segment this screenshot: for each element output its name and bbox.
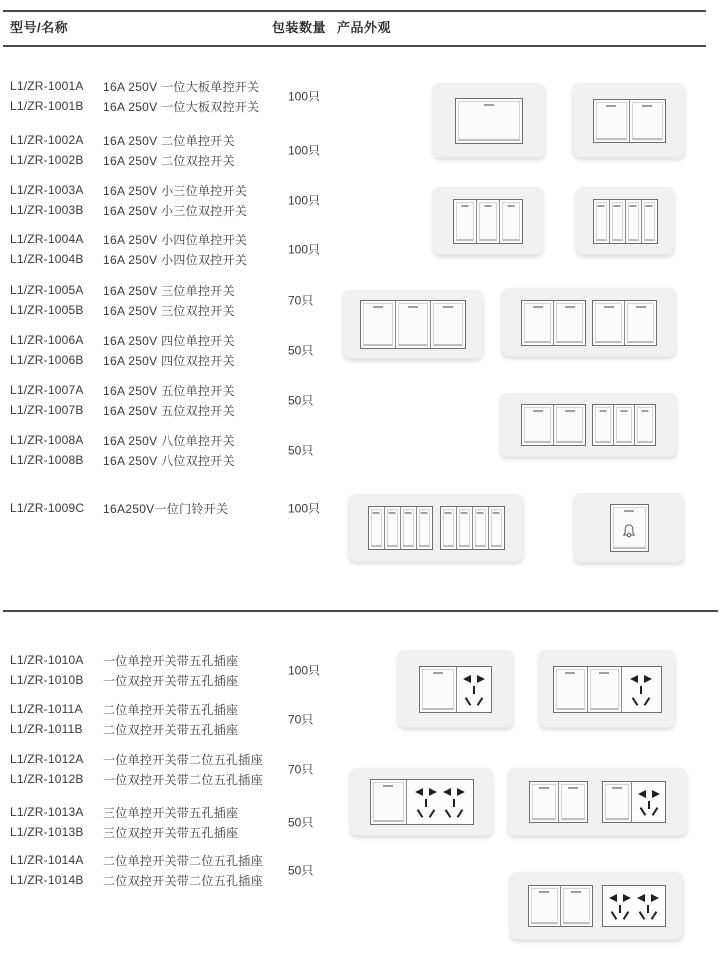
- product-image-2-gang-switch: [573, 83, 685, 158]
- switch-rocker: [499, 200, 522, 243]
- desc-cell: 16A 250V 小四位双控开关: [103, 252, 248, 267]
- switch-rocker: [384, 507, 400, 549]
- switch-rocker: [625, 200, 641, 243]
- desc-cell: 16A 250V 一位大板双控开关: [103, 99, 260, 114]
- desc-cell: 16A 250V 四位双控开关: [103, 353, 235, 368]
- switch-rocker: [641, 200, 657, 243]
- socket-holes: [460, 667, 488, 712]
- switch-rocker: [624, 301, 656, 345]
- table-row: [10, 498, 370, 518]
- product-image-small-4-gang-switch: [576, 187, 674, 255]
- qty-cell: 100只: [288, 663, 321, 678]
- socket-holes: [627, 667, 655, 712]
- model-cell: L1/ZR-1005B: [10, 303, 84, 317]
- model-cell: L1/ZR-1007B: [10, 403, 84, 417]
- qty-cell: 50只: [288, 815, 314, 830]
- product-image-4-gang-switch: [502, 288, 676, 357]
- qty-cell: 100只: [288, 193, 321, 208]
- model-cell: L1/ZR-1010B: [10, 673, 84, 687]
- switch-rocker: [456, 99, 522, 143]
- column-header-model: 型号/名称: [10, 20, 69, 35]
- desc-cell: 三位单控开关带五孔插座: [103, 805, 239, 820]
- switch-rocker: [369, 507, 384, 549]
- socket-holes: [412, 780, 440, 824]
- switch-rocker: [456, 507, 472, 549]
- desc-cell: 16A 250V 二位双控开关: [103, 153, 235, 168]
- table-row: [10, 280, 370, 320]
- switch-rocker: [420, 667, 456, 712]
- desc-cell: 16A 250V 八位单控开关: [103, 433, 235, 448]
- 5-hole-socket: [621, 667, 661, 712]
- model-cell: L1/ZR-1007A: [10, 383, 84, 397]
- desc-cell: 16A 250V 二位单控开关: [103, 133, 235, 148]
- model-cell: L1/ZR-1002A: [10, 133, 84, 147]
- desc-cell: 三位双控开关带五孔插座: [103, 825, 239, 840]
- product-image-2-switch-double-5hole-socket: [510, 872, 683, 940]
- switch-rocker: [613, 405, 634, 445]
- model-cell: L1/ZR-1014B: [10, 873, 84, 887]
- qty-cell: 100只: [288, 242, 321, 257]
- model-cell: L1/ZR-1013B: [10, 825, 84, 839]
- table-row: [10, 650, 370, 690]
- desc-cell: 16A 250V 小三位双控开关: [103, 203, 248, 218]
- switch-rocker: [634, 405, 655, 445]
- model-cell: L1/ZR-1002B: [10, 153, 84, 167]
- switch-rocker: [554, 667, 587, 712]
- model-cell: L1/ZR-1011A: [10, 702, 83, 716]
- qty-cell: 50只: [288, 443, 314, 458]
- model-cell: L1/ZR-1003B: [10, 203, 84, 217]
- desc-cell: 16A 250V 五位双控开关: [103, 403, 235, 418]
- switch-rocker: [488, 507, 504, 549]
- 5-hole-socket: [456, 667, 491, 712]
- switch-rocker: [558, 782, 587, 822]
- switch-rocker: [593, 405, 613, 445]
- model-cell: L1/ZR-1013A: [10, 805, 84, 819]
- socket-holes: [440, 780, 468, 824]
- socket-holes: [634, 886, 662, 926]
- product-image-1-gang-big-switch: [433, 83, 545, 158]
- table-row: [10, 430, 370, 470]
- product-image-2-switch-5hole-socket: [539, 650, 675, 728]
- table-row: [10, 699, 370, 739]
- product-image-1-switch-5hole-socket: [398, 650, 513, 728]
- product-image-5-gang-switch: [500, 393, 677, 457]
- model-cell: L1/ZR-1006B: [10, 353, 84, 367]
- switch-rocker: [441, 507, 456, 549]
- table-row: [10, 76, 370, 116]
- model-cell: L1/ZR-1006A: [10, 333, 84, 347]
- column-header-qty: 包装数量: [272, 20, 327, 35]
- switch-rocker: [530, 782, 558, 822]
- model-cell: L1/ZR-1001B: [10, 99, 84, 113]
- switch-rocker: [629, 100, 665, 142]
- table-row: [10, 180, 370, 220]
- qty-cell: 100只: [288, 89, 321, 104]
- switch-rocker: [416, 507, 432, 549]
- desc-cell: 一位单控开关带五孔插座: [103, 653, 239, 668]
- model-cell: L1/ZR-1014A: [10, 853, 84, 867]
- product-image-1-switch-double-5hole-socket: [350, 768, 493, 836]
- desc-cell: 二位双控开关带五孔插座: [103, 722, 239, 737]
- product-image-3-gang-switch: [343, 290, 483, 359]
- switch-rocker: [371, 780, 406, 824]
- header-rule: [3, 45, 706, 47]
- switch-rocker: [603, 782, 631, 822]
- switch-rocker: [476, 200, 499, 243]
- table-row: [10, 330, 370, 370]
- 5-hole-socket: [631, 782, 665, 822]
- product-image-doorbell-switch: [574, 493, 684, 563]
- socket-holes: [606, 886, 634, 926]
- top-rule: [3, 10, 706, 12]
- switch-rocker: [560, 886, 592, 926]
- desc-cell: 二位单控开关带二位五孔插座: [103, 853, 263, 868]
- switch-rocker: [594, 100, 629, 142]
- product-image-8-gang-switch: [349, 494, 523, 562]
- switch-rocker: [594, 200, 609, 243]
- table-row: [10, 229, 370, 269]
- desc-cell: 二位单控开关带五孔插座: [103, 702, 239, 717]
- switch-rocker: [522, 405, 553, 445]
- table-row: [10, 380, 370, 420]
- switch-rocker: [593, 301, 624, 345]
- desc-cell: 一位单控开关带二位五孔插座: [103, 752, 263, 767]
- switch-rocker: [553, 301, 585, 345]
- section-divider: [3, 610, 718, 612]
- qty-cell: 50只: [288, 343, 314, 358]
- desc-cell: 16A 250V 四位单控开关: [103, 333, 235, 348]
- switch-rocker: [587, 667, 621, 712]
- qty-cell: 50只: [288, 393, 314, 408]
- model-cell: L1/ZR-1008B: [10, 453, 84, 467]
- model-cell: L1/ZR-1012A: [10, 752, 84, 766]
- qty-cell: 70只: [288, 762, 314, 777]
- desc-cell: 一位双控开关带五孔插座: [103, 673, 239, 688]
- model-cell: L1/ZR-1010A: [10, 653, 84, 667]
- qty-cell: 100只: [288, 143, 321, 158]
- switch-rocker: [395, 301, 430, 348]
- desc-cell: 16A 250V 三位单控开关: [103, 283, 235, 298]
- double-5-hole-socket: [406, 780, 473, 824]
- desc-cell: 16A 250V 一位大板单控开关: [103, 79, 260, 94]
- desc-cell: 一位双控开关带二位五孔插座: [103, 772, 263, 787]
- qty-cell: 50只: [288, 863, 314, 878]
- double-5-hole-socket: [603, 886, 665, 926]
- qty-cell: 100只: [288, 501, 321, 516]
- switch-rocker: [553, 405, 585, 445]
- table-row: [10, 130, 370, 170]
- desc-cell: 16A 250V 八位双控开关: [103, 453, 235, 468]
- model-cell: L1/ZR-1004A: [10, 232, 84, 246]
- desc-cell: 16A 250V 五位单控开关: [103, 383, 235, 398]
- model-cell: L1/ZR-1001A: [10, 79, 84, 93]
- doorbell-button: [611, 505, 648, 551]
- bell-icon: [620, 522, 638, 540]
- switch-rocker: [522, 301, 553, 345]
- switch-rocker: [430, 301, 465, 348]
- model-cell: L1/ZR-1009C: [10, 501, 85, 515]
- product-image-small-3-gang-switch: [433, 187, 543, 255]
- product-image-3-switch-5hole-socket: [508, 768, 687, 836]
- socket-holes: [635, 782, 663, 822]
- switch-rocker: [361, 301, 395, 348]
- desc-cell: 16A 250V 小三位单控开关: [103, 183, 248, 198]
- model-cell: L1/ZR-1004B: [10, 252, 84, 266]
- desc-cell: 二位双控开关带二位五孔插座: [103, 873, 263, 888]
- table-row: [10, 850, 370, 890]
- desc-cell: 16A250V一位门铃开关: [103, 501, 229, 516]
- switch-rocker: [472, 507, 488, 549]
- qty-cell: 70只: [288, 712, 314, 727]
- switch-rocker: [609, 200, 625, 243]
- column-header-appearance: 产品外观: [337, 20, 392, 35]
- model-cell: L1/ZR-1011B: [10, 722, 83, 736]
- qty-cell: 70只: [288, 293, 314, 308]
- desc-cell: 16A 250V 小四位单控开关: [103, 232, 248, 247]
- switch-rocker: [400, 507, 416, 549]
- desc-cell: 16A 250V 三位双控开关: [103, 303, 235, 318]
- model-cell: L1/ZR-1008A: [10, 433, 84, 447]
- switch-rocker: [529, 886, 560, 926]
- table-row: [10, 802, 370, 842]
- model-cell: L1/ZR-1012B: [10, 772, 84, 786]
- table-row: [10, 749, 370, 789]
- switch-rocker: [454, 200, 476, 243]
- model-cell: L1/ZR-1003A: [10, 183, 84, 197]
- model-cell: L1/ZR-1005A: [10, 283, 84, 297]
